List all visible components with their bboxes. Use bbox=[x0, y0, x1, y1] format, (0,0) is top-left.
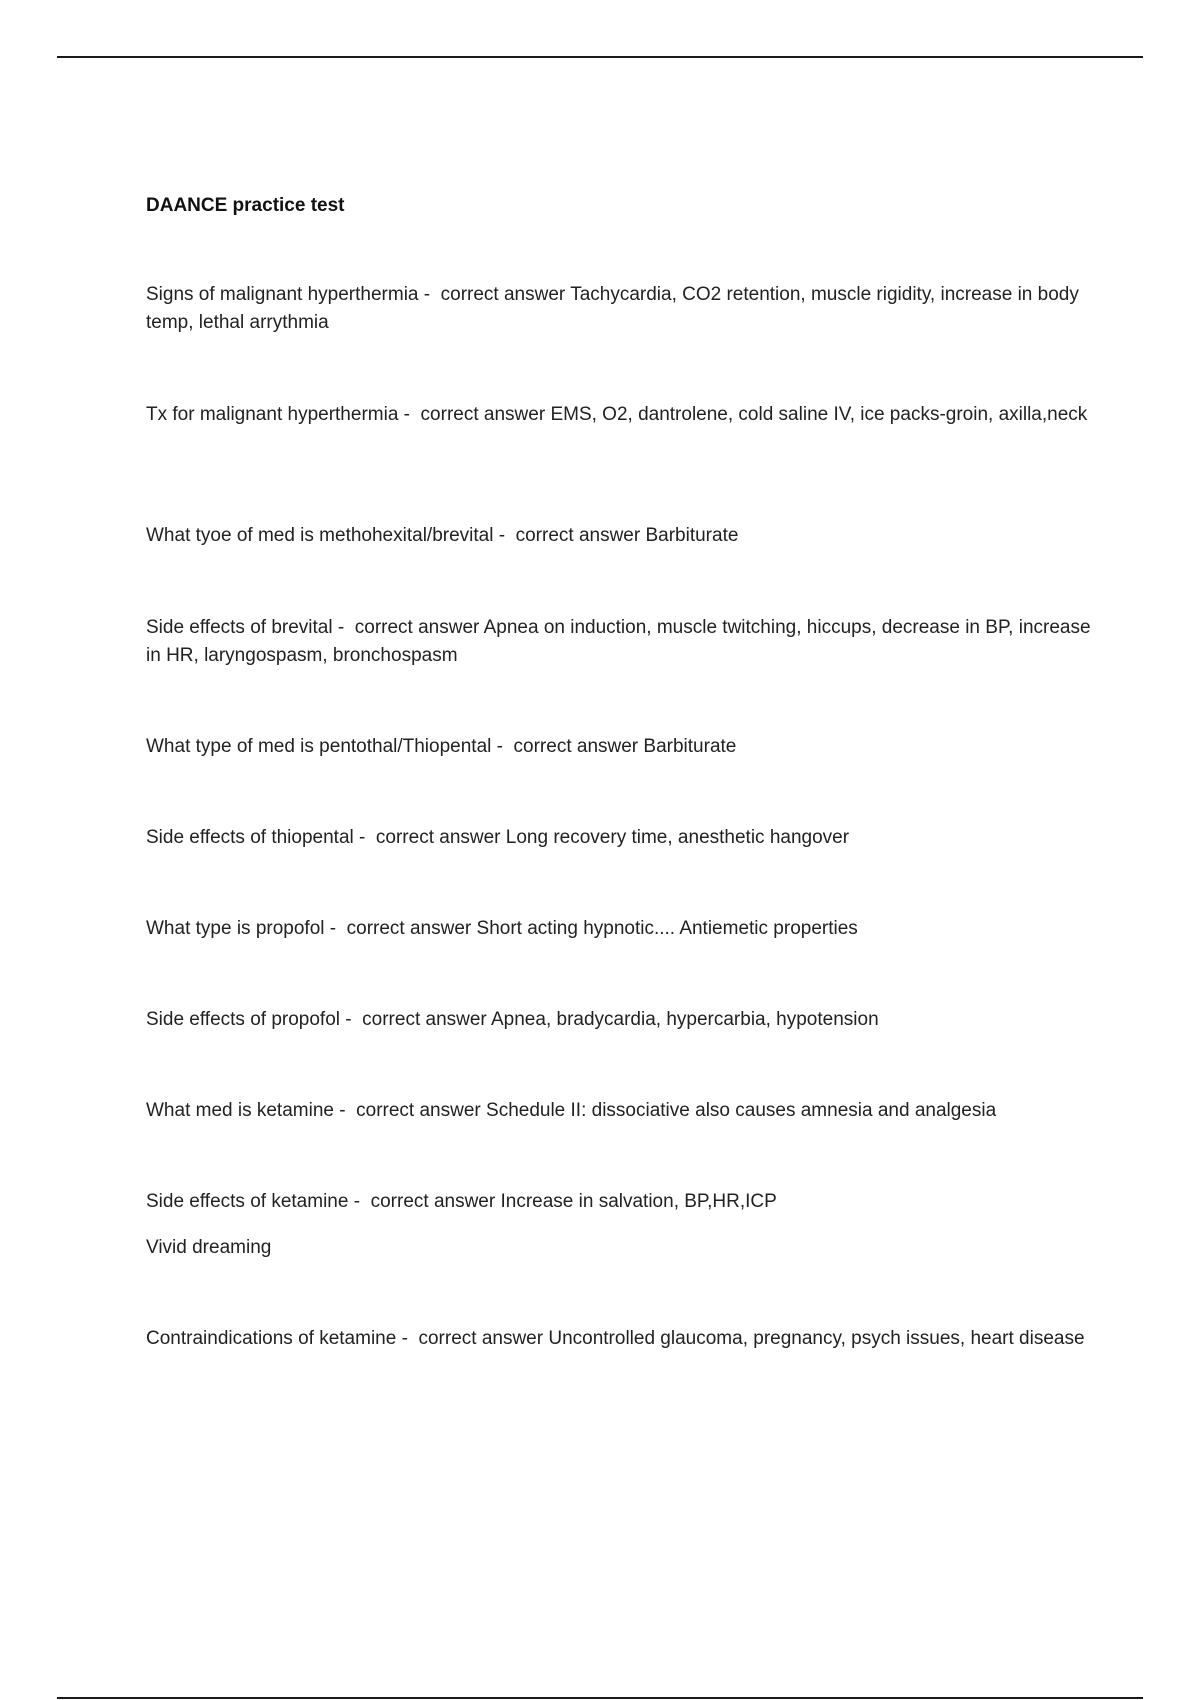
question-text: Side effects of propofol bbox=[146, 1009, 340, 1030]
question-text: Signs of malignant hyperthermia bbox=[146, 284, 419, 305]
qa-entry bbox=[146, 1006, 1096, 1034]
answer-text: Long recovery time, anesthetic hangover bbox=[505, 827, 850, 848]
answer-separator: - correct answer bbox=[332, 617, 484, 638]
top-rule bbox=[57, 56, 1143, 58]
answer-text: Barbiturate bbox=[645, 525, 739, 546]
question-text: Side effects of brevital bbox=[146, 617, 333, 638]
answer-text: Schedule II: dissociative also causes amnesia and analgesia bbox=[486, 1100, 997, 1121]
answer-separator: - correct answer bbox=[353, 827, 506, 848]
qa-entry bbox=[146, 733, 1096, 761]
answer-text: Short acting hypnotic.... Antiemetic properties bbox=[476, 918, 858, 939]
qa-entry bbox=[146, 614, 1096, 670]
qa-entry bbox=[146, 824, 1096, 852]
question-text: What med is ketamine bbox=[146, 1100, 334, 1121]
answer-separator: - correct answer bbox=[340, 1009, 491, 1030]
bottom-rule bbox=[57, 1697, 1143, 1699]
qa-entry bbox=[146, 1325, 1096, 1353]
question-text: What type of med is pentothal/Thiopental bbox=[146, 736, 492, 757]
answer-separator: - correct answer bbox=[348, 1191, 501, 1212]
answer-separator: - correct answer bbox=[418, 284, 571, 305]
answer-separator: - correct answer bbox=[493, 525, 646, 546]
qa-entry bbox=[146, 401, 1096, 429]
answer-continuation: Vivid dreaming bbox=[146, 1237, 272, 1258]
qa-entry bbox=[146, 1097, 1096, 1125]
answer-text: Uncontrolled glaucoma, pregnancy, psych issues, heart disease bbox=[548, 1328, 1085, 1349]
question-text: Tx for malignant hyperthermia bbox=[146, 404, 399, 425]
answer-text: Tachycardia, CO2 retention, muscle rigidity, increase in body temp, lethal arrythmia bbox=[146, 284, 1085, 333]
answer-separator: - correct answer bbox=[324, 918, 477, 939]
answer-text: Apnea, bradycardia, hypercarbia, hypotension bbox=[491, 1009, 879, 1030]
question-text: What type is propofol bbox=[146, 918, 325, 939]
question-text: Side effects of thiopental bbox=[146, 827, 354, 848]
answer-text: Barbiturate bbox=[643, 736, 737, 757]
question-text: Contraindications of ketamine bbox=[146, 1328, 397, 1349]
page-title: DAANCE practice test bbox=[146, 195, 345, 216]
answer-separator: - correct answer bbox=[396, 1328, 549, 1349]
answer-text: Increase in salvation, BP,HR,ICP bbox=[500, 1191, 777, 1212]
answer-text: EMS, O2, dantrolene, cold saline IV, ice packs-groin, axilla,neck bbox=[550, 404, 1088, 425]
answer-text: Apnea on induction, muscle twitching, hiccups, decrease in BP, increase in HR, laryngospasm, bronchospasm bbox=[146, 617, 1096, 666]
qa-entry bbox=[146, 1188, 1096, 1262]
answer-separator: - correct answer bbox=[333, 1100, 487, 1121]
qa-entry bbox=[146, 915, 1096, 943]
answer-separator: - correct answer bbox=[491, 736, 644, 757]
question-text: What tyoe of med is methohexital/brevital bbox=[146, 525, 494, 546]
qa-entry bbox=[146, 522, 1096, 550]
qa-entry bbox=[146, 281, 1096, 337]
question-text: Side effects of ketamine bbox=[146, 1191, 349, 1212]
answer-separator: - correct answer bbox=[398, 404, 551, 425]
